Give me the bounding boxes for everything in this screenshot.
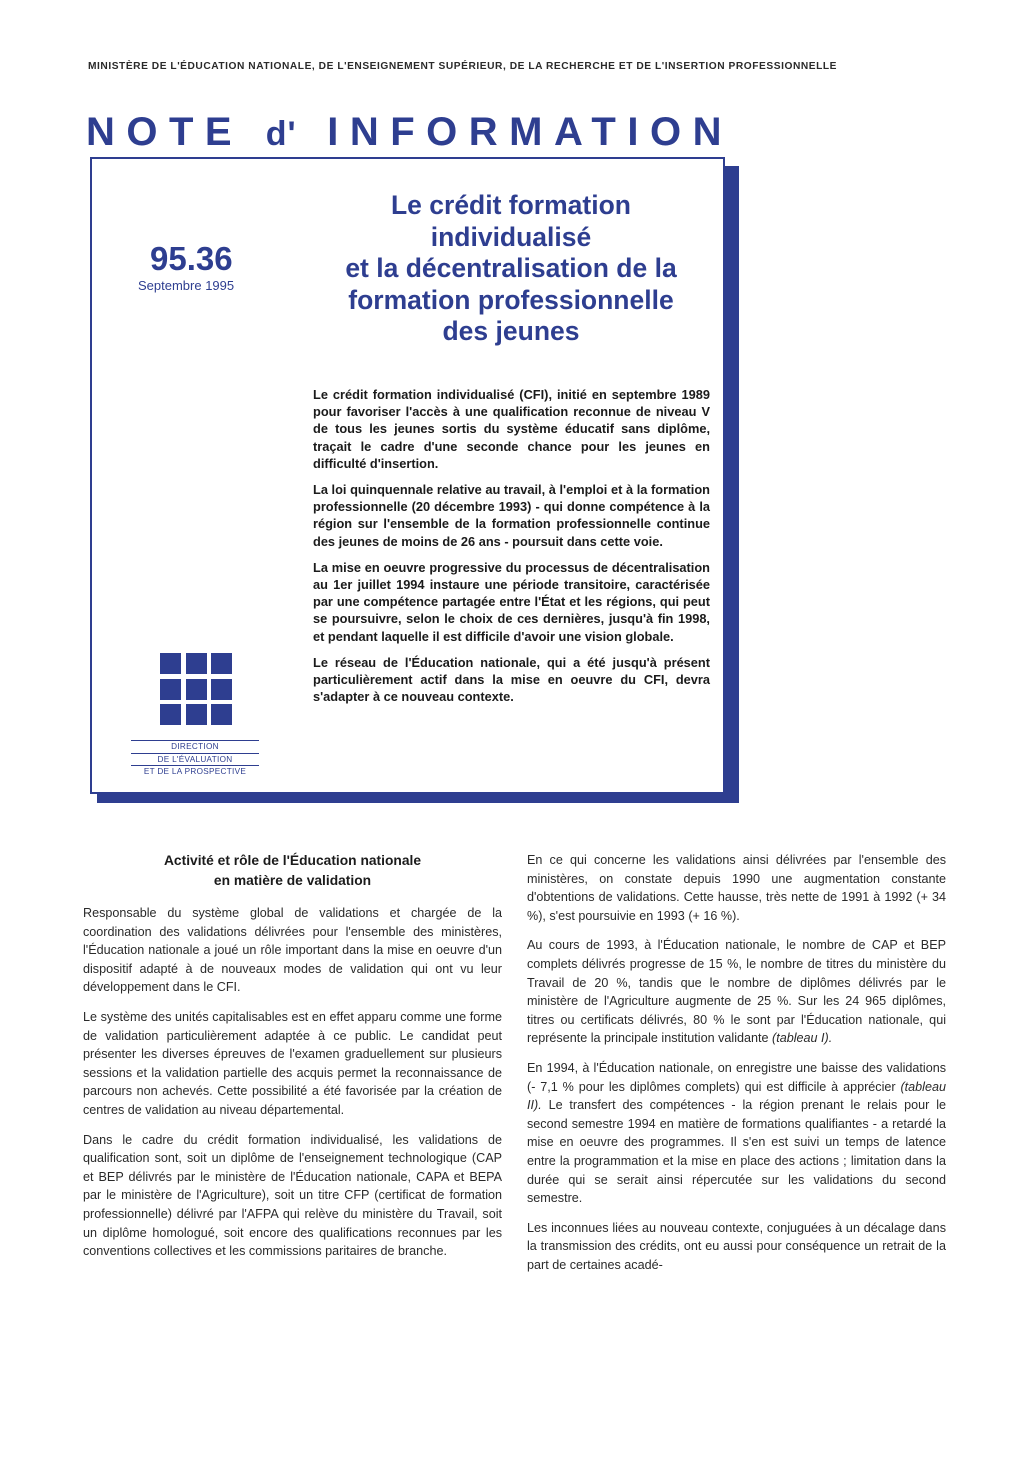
body-column-left bbox=[83, 851, 502, 1272]
body-text: Le transfert des compétences - la région prenant le relais pour le second semestre 1994 en matière de formations qualifiantes - a retardé la mise en oeuvre des programmes. Il s'en est suivi un temps de latence entre la programmation et la mise en place des actions ; limitation dans la durée qui se serait ainsi répercutée sur les validations du second semestre. bbox=[527, 1098, 946, 1206]
body-paragraph bbox=[527, 1059, 946, 1208]
abstract-paragraph: La mise en oeuvre progressive du processus de décentralisation au 1er juillet 1994 instaure une période transitoire, caractérisée par une compétence partagée entre l'État et les régions, qui peut se poursuivre, selon le choix de ces dernières, jusqu'à fin 1998, et pendant laquelle il est difficile d'avoir une vision globale. bbox=[313, 559, 710, 644]
ministry-header: MINISTÈRE DE L'ÉDUCATION NATIONALE, DE L'ENSEIGNEMENT SUPÉRIEUR, DE LA RECHERCHE ET DE L'INSERTION PROFESSIONNELLE bbox=[88, 61, 837, 72]
abstract bbox=[313, 386, 710, 714]
title-line: Le crédit formation bbox=[390, 190, 631, 220]
document-title bbox=[316, 190, 706, 348]
issue-date: Septembre 1995 bbox=[138, 278, 235, 293]
section-title-line: en matière de validation bbox=[213, 873, 372, 888]
title-line: formation professionnelle bbox=[348, 284, 674, 315]
dep-logo-icon bbox=[160, 653, 232, 725]
masthead bbox=[86, 110, 733, 155]
body-paragraph: Dans le cadre du crédit formation individualisé, les validations de qualification sont, soit un diplôme de l'enseignement technologique (CAP et BEP délivrés par le ministère de l'Éducation nationale, CAPA et BEPA par le ministère de l'Agriculture), soit un titre CFP (certificat de formation professionnelle) délivré par l'AFPA qui relève du ministère du Travail, soit un diplôme homologué, soit encore des qualifications reconnues par les conventions collectives et les commissions paritaires de branche. bbox=[83, 1132, 502, 1259]
title-line: des jeunes bbox=[442, 316, 580, 346]
table-reference: (tableau I). bbox=[772, 1031, 833, 1046]
masthead-note: NOTE bbox=[86, 110, 244, 154]
body-text: Au cours de 1993, à l'Éducation nationale, le nombre de CAP et BEP complets délivrés progresse de 15 %, le nombre de titres du ministère du Travail de 20 %, tandis que le nombre de diplômes délivrés par le ministère de l'Agriculture augmente de 25 %. Sur les 24 965 diplômes, titres ou certificats délivrés, 80 % le sont par l'Éducation nationale, qui représente la principale institution validante bbox=[527, 938, 946, 1046]
abstract-paragraph: Le réseau de l'Éducation nationale, qui a été jusqu'à présent particulièrement actif dans la mise en oeuvre du CFI, devra s'adapter à ce nouveau contexte. bbox=[313, 654, 710, 705]
body-column-right bbox=[527, 851, 946, 1285]
body-paragraph: Le système des unités capitalisables est en effet apparu comme une forme de validation particulièrement adaptée à ce public. Le candidat peut présenter les diverses épreuves de l'examen graduellement sur plusieurs sessions et la validation partielle des acquis permet la reconnaissance de parcours non achevés. Cette possibilité a été favorisée par la création de centres de validation au niveau départemental. bbox=[83, 1009, 502, 1117]
body-text: En 1994, à l'Éducation nationale, on enregistre une baisse des validations (- 7,1 % pour les diplômes complets) qui est difficile à apprécier bbox=[527, 1060, 946, 1094]
logo-line: DE L'ÉVALUATION bbox=[131, 753, 259, 766]
logo-line: DIRECTION bbox=[131, 740, 259, 753]
masthead-d: d' bbox=[265, 115, 297, 153]
issue-number: 95.36 bbox=[150, 240, 233, 277]
body-paragraph bbox=[527, 936, 946, 1048]
table-reference: (tableau II). bbox=[527, 1079, 946, 1113]
masthead-information: INFORMATION bbox=[327, 110, 733, 154]
section-title-line: Activité et rôle de l'Éducation nationale bbox=[163, 853, 422, 868]
title-line: et la décentralisation de la bbox=[345, 253, 677, 283]
body-paragraph: En ce qui concerne les validations ainsi délivrées par l'ensemble des ministères, on constate depuis 1990 une augmentation constante d'obtentions de validations. Cette hausse, très nette de 1991 à 1992 (+ 34 %), s'est poursuivie en 1993 (+ 16 %). bbox=[527, 853, 946, 923]
title-line: individualisé bbox=[430, 221, 592, 252]
abstract-paragraph: La loi quinquennale relative au travail, à l'emploi et à la formation professionnelle (20 décembre 1993) - qui donne compétence à la région sur l'ensemble de la formation professionnelle continue des jeunes de moins de 26 ans - poursuit dans cette voie. bbox=[313, 482, 710, 549]
dep-logo-text bbox=[131, 740, 259, 778]
body-paragraph: Les inconnues liées au nouveau contexte, conjuguées à un décalage dans la transmission des crédits, ont eu aussi pour conséquence un retrait de la part de certaines acadé- bbox=[527, 1220, 946, 1272]
abstract-paragraph: Le crédit formation individualisé (CFI), initié en septembre 1989 pour favoriser l'accès à une qualification reconnue de niveau V de tous les jeunes sortis du système éducatif sans diplôme, traçait le cadre d'une seconde chance pour les jeunes en difficulté d'insertion. bbox=[313, 387, 710, 471]
section-title bbox=[83, 851, 502, 891]
body-paragraph: Responsable du système global de validations et chargée de la coordination des validations délivrées pour l'ensemble des ministères, l'Éducation nationale a joué un rôle important dans la mise en oeuvre d'un dispositif adapté à de nouveaux modes de validation qui ont vu leur développement dans le CFI. bbox=[83, 906, 502, 995]
logo-line: ET DE LA PROSPECTIVE bbox=[131, 765, 259, 778]
